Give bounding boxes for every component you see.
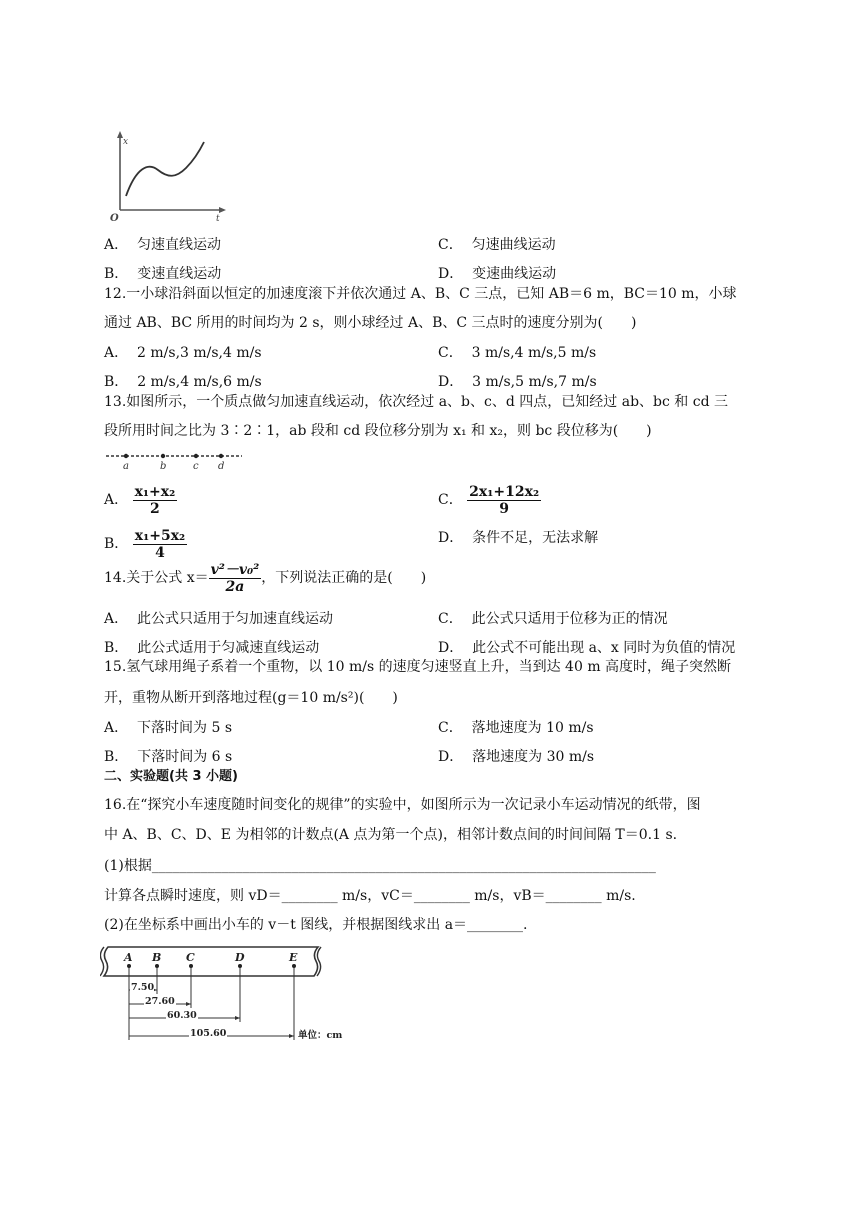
distance-ac: 27.60 [145,996,175,1007]
q15-stem-line2: 开，重物从断开到落地过程(g＝10 m/s²)( ) [104,690,398,706]
tape-point-d [238,964,242,968]
q15-option-d[interactable]: D． 落地速度为 30 m/s [438,749,595,765]
q12-option-d[interactable]: D． 3 m/s,5 m/s,7 m/s [438,374,597,390]
formula-fraction: $\frac{\text{v²－v₀²}}{2a}$ [210,561,260,595]
q11-option-c[interactable]: C． 匀速曲线运动 [438,237,556,253]
tape-point-e [292,964,296,968]
q13-stem-line1: 13.如图所示，一个质点做匀加速直线运动，依次经过 a、b、c、d 四点，已知经过 ab、bc 和 cd 三 [104,394,728,410]
q12-stem-line1: 12.一小球沿斜面以恒定的加速度滚下并依次通过 A、B、C 三点，已知 AB＝6 m，BC＝10 m，小球 [104,286,737,302]
tape-label-e: E [289,951,298,964]
q15-option-c[interactable]: C． 落地速度为 10 m/s [438,720,594,736]
q12-option-a[interactable]: A． 2 m/s,3 m/s,4 m/s [104,345,262,361]
q16-stem-line2: 中 A、B、C、D、E 为相邻的计数点(A 点为第一个点)，相邻计数点间的时间间隔 T＝0.1 s. [104,827,678,843]
q16-part2: (2)在坐标系中画出小车的 v－t 图线，并根据图线求出 a＝________. [104,917,528,933]
section-heading: 二、实验题(共 3 小题) [104,769,238,784]
tape-point-c [189,964,193,968]
q14-stem: 14.关于公式 x＝ $\frac{\text{v²－v₀²}}{2a}$ ，下列说法正确的是( ) [104,561,427,595]
distance-ad: 60.30 [167,1010,197,1021]
q12-stem-line2: 通过 AB、BC 所用的时间均为 2 s，则小球经过 A、B、C 三点时的速度分别为( ) [104,315,637,331]
tape-label-c: C [186,951,195,964]
q16-tape-diagram [100,944,356,1044]
fraction: $\frac{\text{x₁+x₂}}{2}$ [134,483,176,517]
point-b [161,454,165,458]
distance-ae: 105.60 [190,1028,227,1039]
point-c [194,454,198,458]
q12-option-c[interactable]: C． 3 m/s,4 m/s,5 m/s [438,345,597,361]
q11-xt-graph [104,128,234,224]
option-text: 变速直线运动 [137,266,222,282]
q13-stem-line2: 段所用时间之比为 3∶2∶1，ab 段和 cd 段位移分别为 x₁ 和 x₂，则 bc 段位移为( ) [104,423,652,439]
q15-option-a[interactable]: A． 下落时间为 5 s [104,720,233,736]
tape-label-b: B [152,951,162,964]
q13-option-a[interactable]: A． $\frac{\text{x₁+x₂}}{2}$ [104,483,176,517]
q16-part1-blank: (1)根据________________________________________________________________________ [104,858,656,874]
option-text: 变速曲线运动 [472,266,557,282]
q16-stem-line1: 16.在“探究小车速度随时间变化的规律”的实验中，如图所示为一次记录小车运动情况的纸带，图 [104,797,701,813]
option-text: 匀速曲线运动 [471,237,556,253]
label-c: c [193,461,199,472]
q14-option-a[interactable]: A． 此公式只适用于匀加速直线运动 [104,611,334,627]
option-text: 匀速直线运动 [137,237,222,253]
label-a: a [123,461,129,472]
tape-point-b [155,964,159,968]
q13-option-c[interactable]: C． $\frac{\text{2x₁+12x₂}}{9}$ [438,483,540,517]
unit-label: 单位：cm [298,1030,343,1041]
q14-option-d[interactable]: D． 此公式不可能出现 a、x 同时为负值的情况 [438,640,736,656]
label-d: d [218,461,225,472]
fraction: $\frac{\text{x₁+5x₂}}{4}$ [134,527,186,561]
point-a [124,454,128,458]
x-axis-label: t [216,214,220,224]
point-d [219,454,223,458]
label-b: b [160,461,167,472]
fraction: $\frac{\text{2x₁+12x₂}}{9}$ [469,483,540,517]
q11-option-a[interactable]: A． 匀速直线运动 [104,237,222,253]
tape-label-a: A [124,951,133,964]
q13-option-d[interactable]: D． 条件不足，无法求解 [438,530,599,546]
tape-point-a [127,964,131,968]
origin-label: O [110,213,119,224]
y-axis-label: x [123,137,129,147]
q15-stem-line1: 15.氢气球用绳子系着一个重物，以 10 m/s 的速度匀速竖直上升，当到达 40 m 高度时，绳子突然断 [104,659,732,675]
tape-label-d: D [235,951,245,964]
q14-option-b[interactable]: B． 此公式适用于匀减速直线运动 [104,640,320,656]
q11-option-b[interactable]: B． 变速直线运动 [104,266,222,282]
distance-ab: 7.50 [131,982,155,993]
q15-option-b[interactable]: B． 下落时间为 6 s [104,749,233,765]
q13-points-diagram [104,448,244,472]
q16-velocity-blanks: 计算各点瞬时速度，则 vD＝________ m/s，vC＝________ m/s，vB＝________ m/s. [104,888,636,904]
q12-option-b[interactable]: B． 2 m/s,4 m/s,6 m/s [104,374,262,390]
q13-option-b[interactable]: B． $\frac{\text{x₁+5x₂}}{4}$ [104,527,186,561]
q14-option-c[interactable]: C． 此公式只适用于位移为正的情况 [438,611,668,627]
q11-option-d[interactable]: D． 变速曲线运动 [438,266,557,282]
